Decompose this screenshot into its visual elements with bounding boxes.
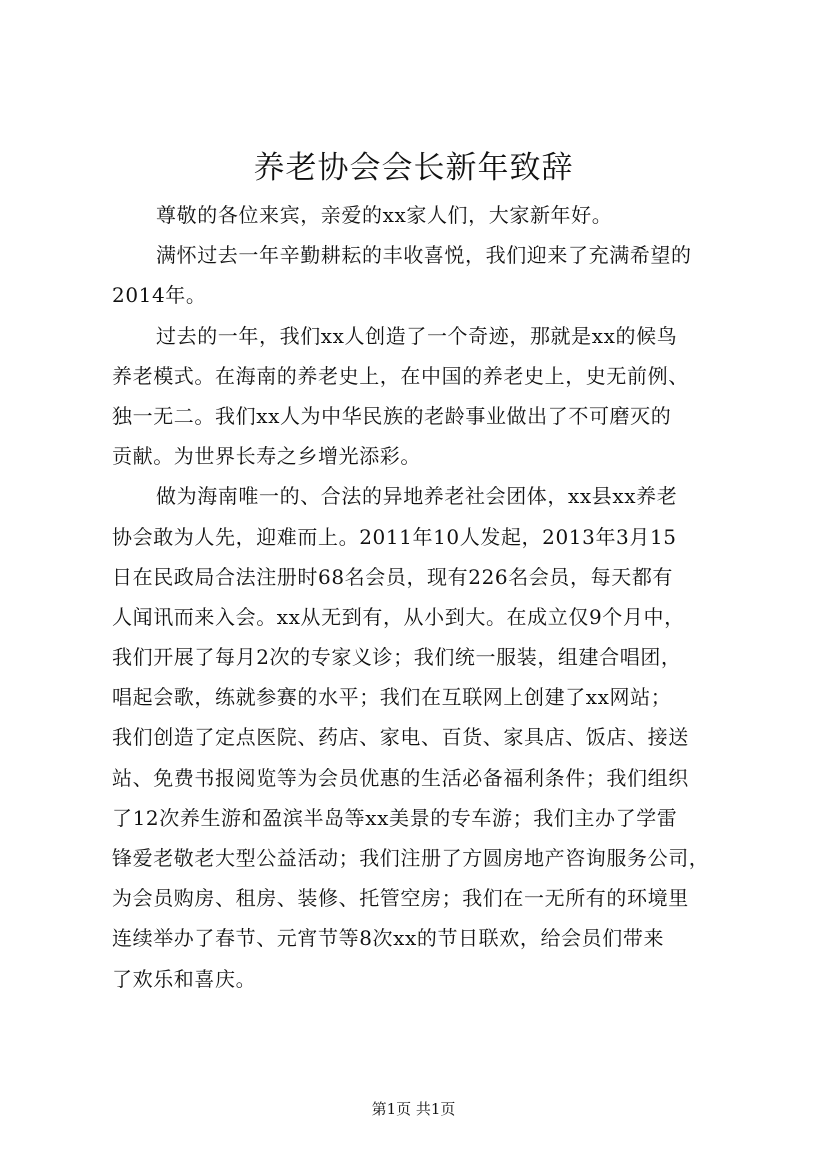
body-line: 我们创造了定点医院、药店、家电、百货、家具店、饭店、接送: [112, 725, 689, 750]
body-line: 做为海南唯一的、合法的异地养老社会团体，xx县xx养老: [156, 484, 678, 509]
body-line: 满怀过去一年辛勤耕耘的丰收喜悦，我们迎来了充满希望的: [156, 243, 692, 268]
body-line: 贡献。为世界长寿之乡增光添彩。: [112, 444, 421, 469]
page-footer: 第1页 共1页: [371, 1100, 456, 1118]
body-line: 协会敢为人先，迎难而上。2011年10人发起，2013年3月15: [112, 524, 677, 549]
body-line: 养老模式。在海南的养老史上，在中国的养老史上，史无前例、: [112, 363, 689, 388]
body-line: 我们开展了每月2次的专家义诊；我们统一服装，组建合唱团，: [112, 645, 682, 670]
body-line: 了欢乐和喜庆。: [112, 966, 257, 991]
body-line: 站、免费书报阅览等为会员优惠的生活必备福利条件；我们组织: [112, 765, 689, 790]
body-line: 了12次养生游和盈滨半岛等xx美景的专车游；我们主办了学雷: [112, 805, 678, 830]
body-line: 独一无二。我们xx人为中华民族的老龄事业做出了不可磨灭的: [112, 403, 672, 428]
body-line: 为会员购房、租房、装修、托管空房；我们在一无所有的环境里: [112, 886, 689, 911]
document-title: 养老协会会长新年致辞: [253, 150, 574, 186]
body-line: 尊敬的各位来宾，亲爱的xx家人们，大家新年好。: [156, 203, 613, 227]
body-line: 连续举办了春节、元宵节等8次xx的节日联欢，给会员们带来: [112, 926, 665, 951]
body-line: 唱起会歌，练就参赛的水平；我们在互联网上创建了xx网站；: [112, 685, 672, 710]
body-line: 锋爱老敬老大型公益活动；我们注册了方圆房地产咨询服务公司，: [112, 846, 710, 870]
body-line: 日在民政局合法注册时68名会员，现有226名会员，每天都有: [112, 564, 674, 589]
body-line: 过去的一年，我们xx人创造了一个奇迹，那就是xx的候鸟: [156, 323, 678, 348]
body-line: 人闻讯而来入会。xx从无到有，从小到大。在成立仅9个月中，: [112, 604, 685, 629]
body-line: 2014年。: [112, 283, 207, 308]
document-body: [112, 195, 724, 999]
